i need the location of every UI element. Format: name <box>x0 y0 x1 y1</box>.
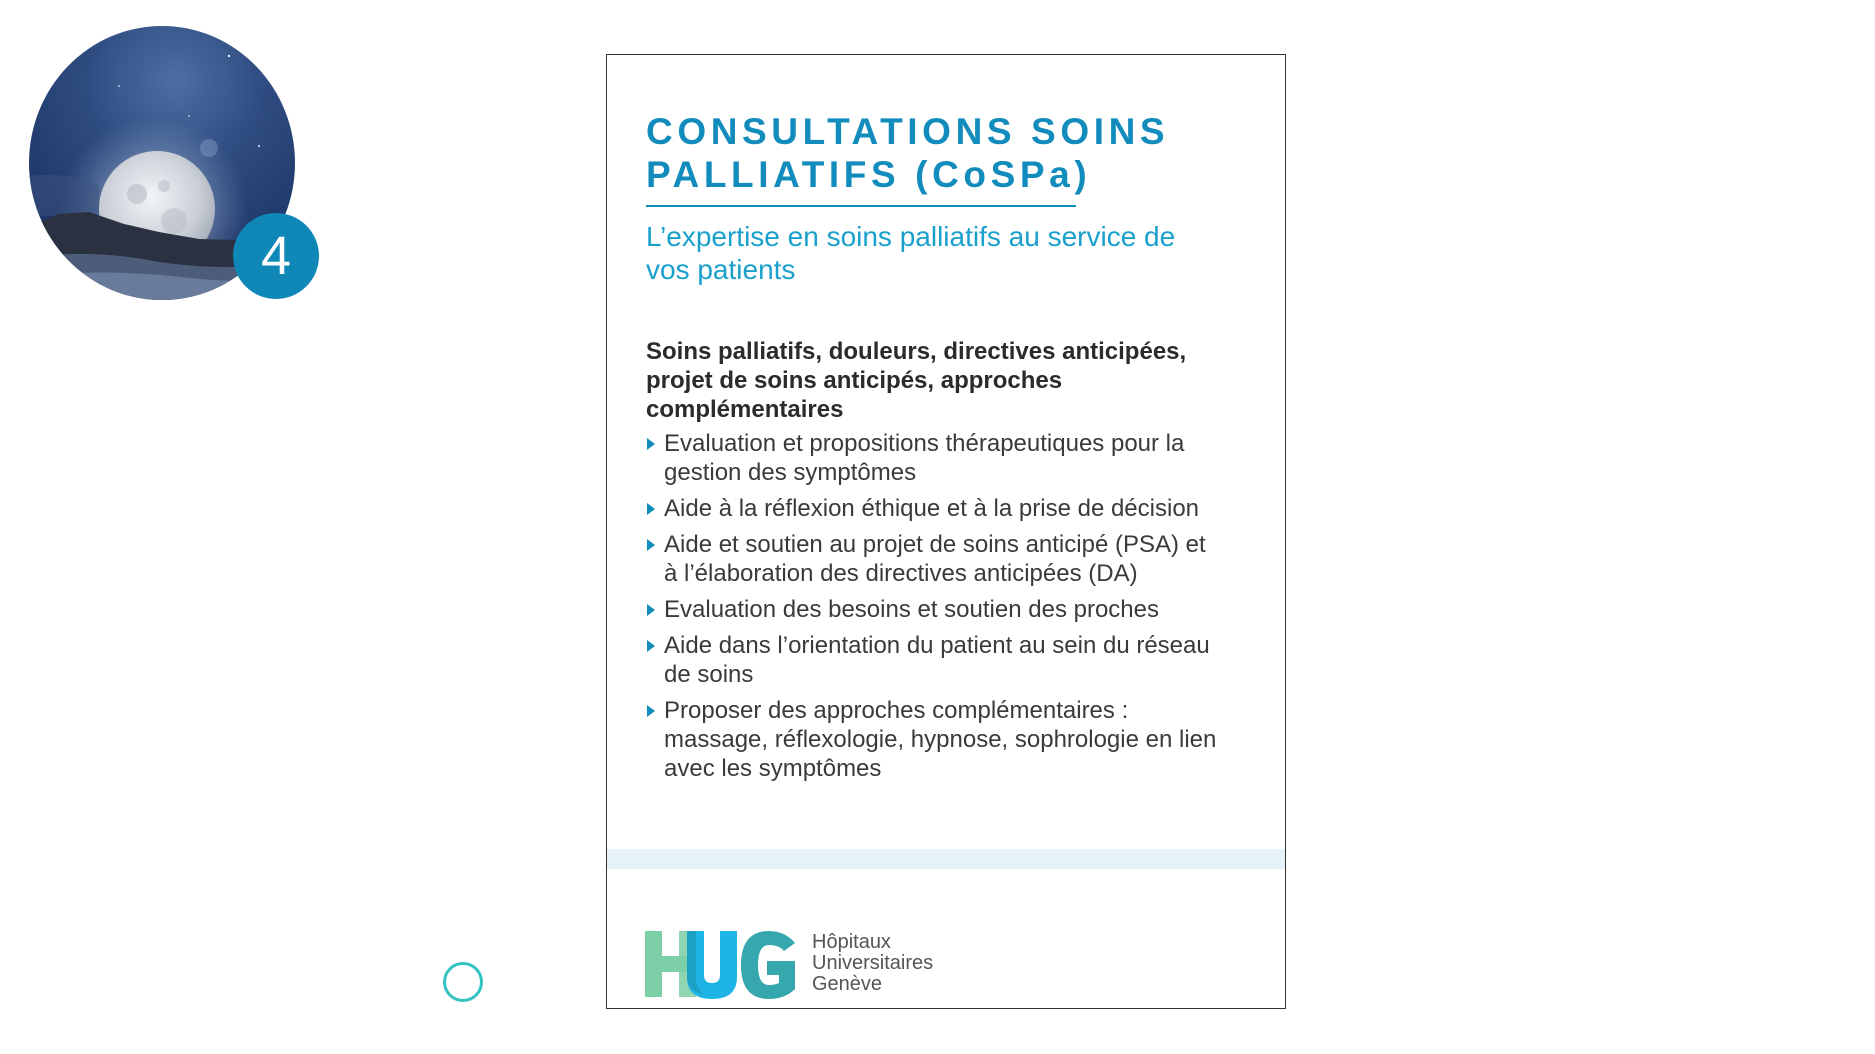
logo-text-line: Universitaires <box>812 952 934 974</box>
services-heading <box>646 337 1236 424</box>
services-list <box>646 429 1246 790</box>
cospa-flyer <box>606 54 1286 1009</box>
circle-outline-icon <box>443 962 483 1002</box>
hug-logo-icon <box>645 929 805 1001</box>
footer-band <box>607 849 1285 869</box>
title-divider <box>646 205 1076 207</box>
flyer-title <box>646 110 1266 196</box>
list-item-line: massage, réflexologie, hypnose, sophrologie en lien <box>664 726 1217 753</box>
list-item-line: à l’élaboration des directives anticipées (DA) <box>664 560 1138 587</box>
flyer-subtitle-line: vos patients <box>646 254 796 285</box>
list-item-line: gestion des symptômes <box>664 459 917 486</box>
list-item-line: de soins <box>664 661 754 688</box>
flyer-subtitle <box>646 220 1246 286</box>
services-heading-line: Soins palliatifs, douleurs, directives anticipées, <box>646 338 1187 365</box>
triangle-bullet-icon <box>647 503 655 515</box>
list-item <box>646 631 1246 689</box>
list-item <box>646 530 1246 588</box>
triangle-bullet-icon <box>647 539 655 551</box>
list-item <box>646 429 1246 487</box>
list-item-line: Proposer des approches complémentaires : <box>664 697 1129 724</box>
list-item-line: Evaluation des besoins et soutien des proches <box>664 596 1159 623</box>
flyer-subtitle-line: L’expertise en soins palliatifs au service de <box>646 221 1176 252</box>
triangle-bullet-icon <box>647 604 655 616</box>
logo-text-line: Genève <box>812 973 883 995</box>
triangle-bullet-icon <box>647 640 655 652</box>
logo-text-line: Hôpitaux <box>812 931 891 953</box>
services-heading-line: projet de soins anticipés, approches <box>646 367 1063 394</box>
hug-logo <box>645 929 965 1001</box>
flyer-title-line: PALLIATIFS (CoSPa) <box>646 154 1092 195</box>
list-item-line: Aide dans l’orientation du patient au sein du réseau <box>664 632 1210 659</box>
flyer-title-line: CONSULTATIONS SOINS <box>646 111 1170 152</box>
list-item-line: Aide à la réflexion éthique et à la prise de décision <box>664 495 1200 522</box>
services-heading-line: complémentaires <box>646 396 844 423</box>
list-item <box>646 595 1246 624</box>
triangle-bullet-icon <box>647 705 655 717</box>
list-item-line: Evaluation et propositions thérapeutiques pour la <box>664 430 1185 457</box>
list-item <box>646 696 1246 783</box>
list-item <box>646 494 1246 523</box>
step-number-badge: 4 <box>233 213 319 299</box>
list-item-line: avec les symptômes <box>664 755 882 782</box>
triangle-bullet-icon <box>647 438 655 450</box>
hug-logo-text <box>812 932 933 995</box>
list-item-line: Aide et soutien au projet de soins anticipé (PSA) et <box>664 531 1206 558</box>
